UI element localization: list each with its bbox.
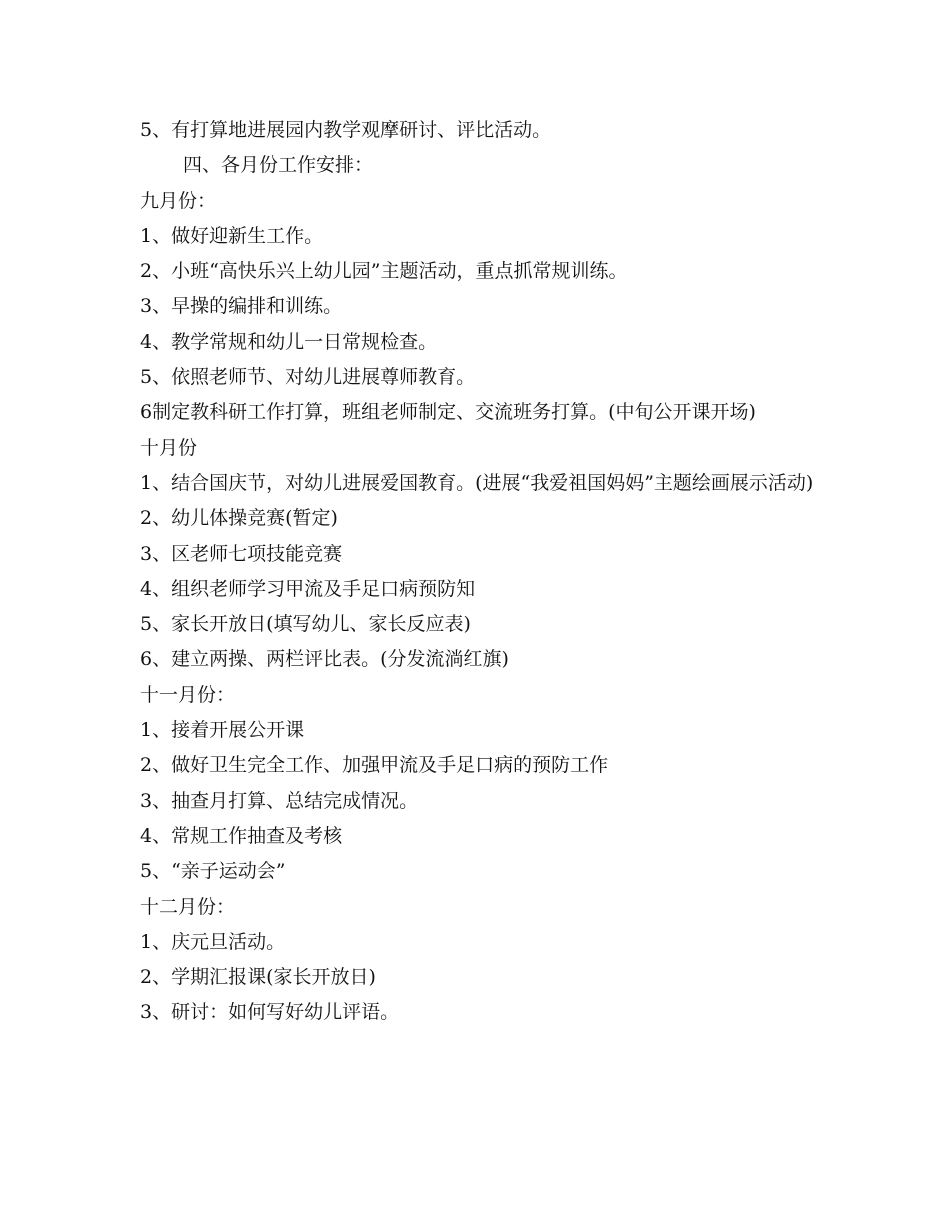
list-item: 3、抽查月打算、总结完成情况。 [140, 789, 419, 812]
month-heading: 十二月份： [140, 895, 236, 918]
list-item: 2、做好卫生完全工作、加强甲流及手足口病的预防工作 [140, 754, 609, 777]
list-item: 4、常规工作抽查及考核 [140, 824, 343, 847]
list-item: 2、幼儿体操竞赛(暂定) [140, 507, 338, 530]
month-heading: 九月份： [140, 189, 217, 212]
list-item: 1、结合国庆节，对幼儿进展爱国教育。(进展“我爱祖国妈妈”主题绘画展示活动) [140, 471, 814, 494]
month-heading: 十月份 [140, 436, 198, 459]
list-item: 4、教学常规和幼儿一日常规检查。 [140, 330, 438, 353]
list-item: 2、小班“高快乐兴上幼儿园”主题活动，重点抓常规训练。 [140, 260, 628, 283]
list-item: 6、建立两操、两栏评比表。(分发流淌红旗) [140, 648, 509, 671]
document-body [140, 113, 820, 1031]
month-heading: 十一月份： [140, 683, 236, 706]
list-item: 5、“亲子运动会” [140, 860, 286, 883]
list-item: 3、区老师七项技能竞赛 [140, 542, 343, 565]
list-item: 2、学期汇报课(家长开放日) [140, 966, 376, 989]
list-item: 5、家长开放日(填写幼儿、家长反应表) [140, 613, 471, 636]
list-item: 6制定教科研工作打算，班组老师制定、交流班务打算。(中旬公开课开场) [140, 401, 756, 424]
list-item: 3、早操的编排和训练。 [140, 295, 343, 318]
list-item: 1、庆元旦活动。 [140, 930, 286, 953]
list-item: 4、组织老师学习甲流及手足口病预防知 [140, 577, 476, 600]
section-heading: 四、各月份工作安排： [183, 154, 374, 177]
list-item: 3、研讨：如何写好幼儿评语。 [140, 1001, 400, 1024]
list-item: 5、依照老师节、对幼儿进展尊师教育。 [140, 366, 476, 389]
list-item: 1、做好迎新生工作。 [140, 224, 324, 247]
list-item: 1、接着开展公开课 [140, 719, 305, 742]
list-item: 5、有打算地进展园内教学观摩研讨、评比活动。 [140, 119, 552, 141]
